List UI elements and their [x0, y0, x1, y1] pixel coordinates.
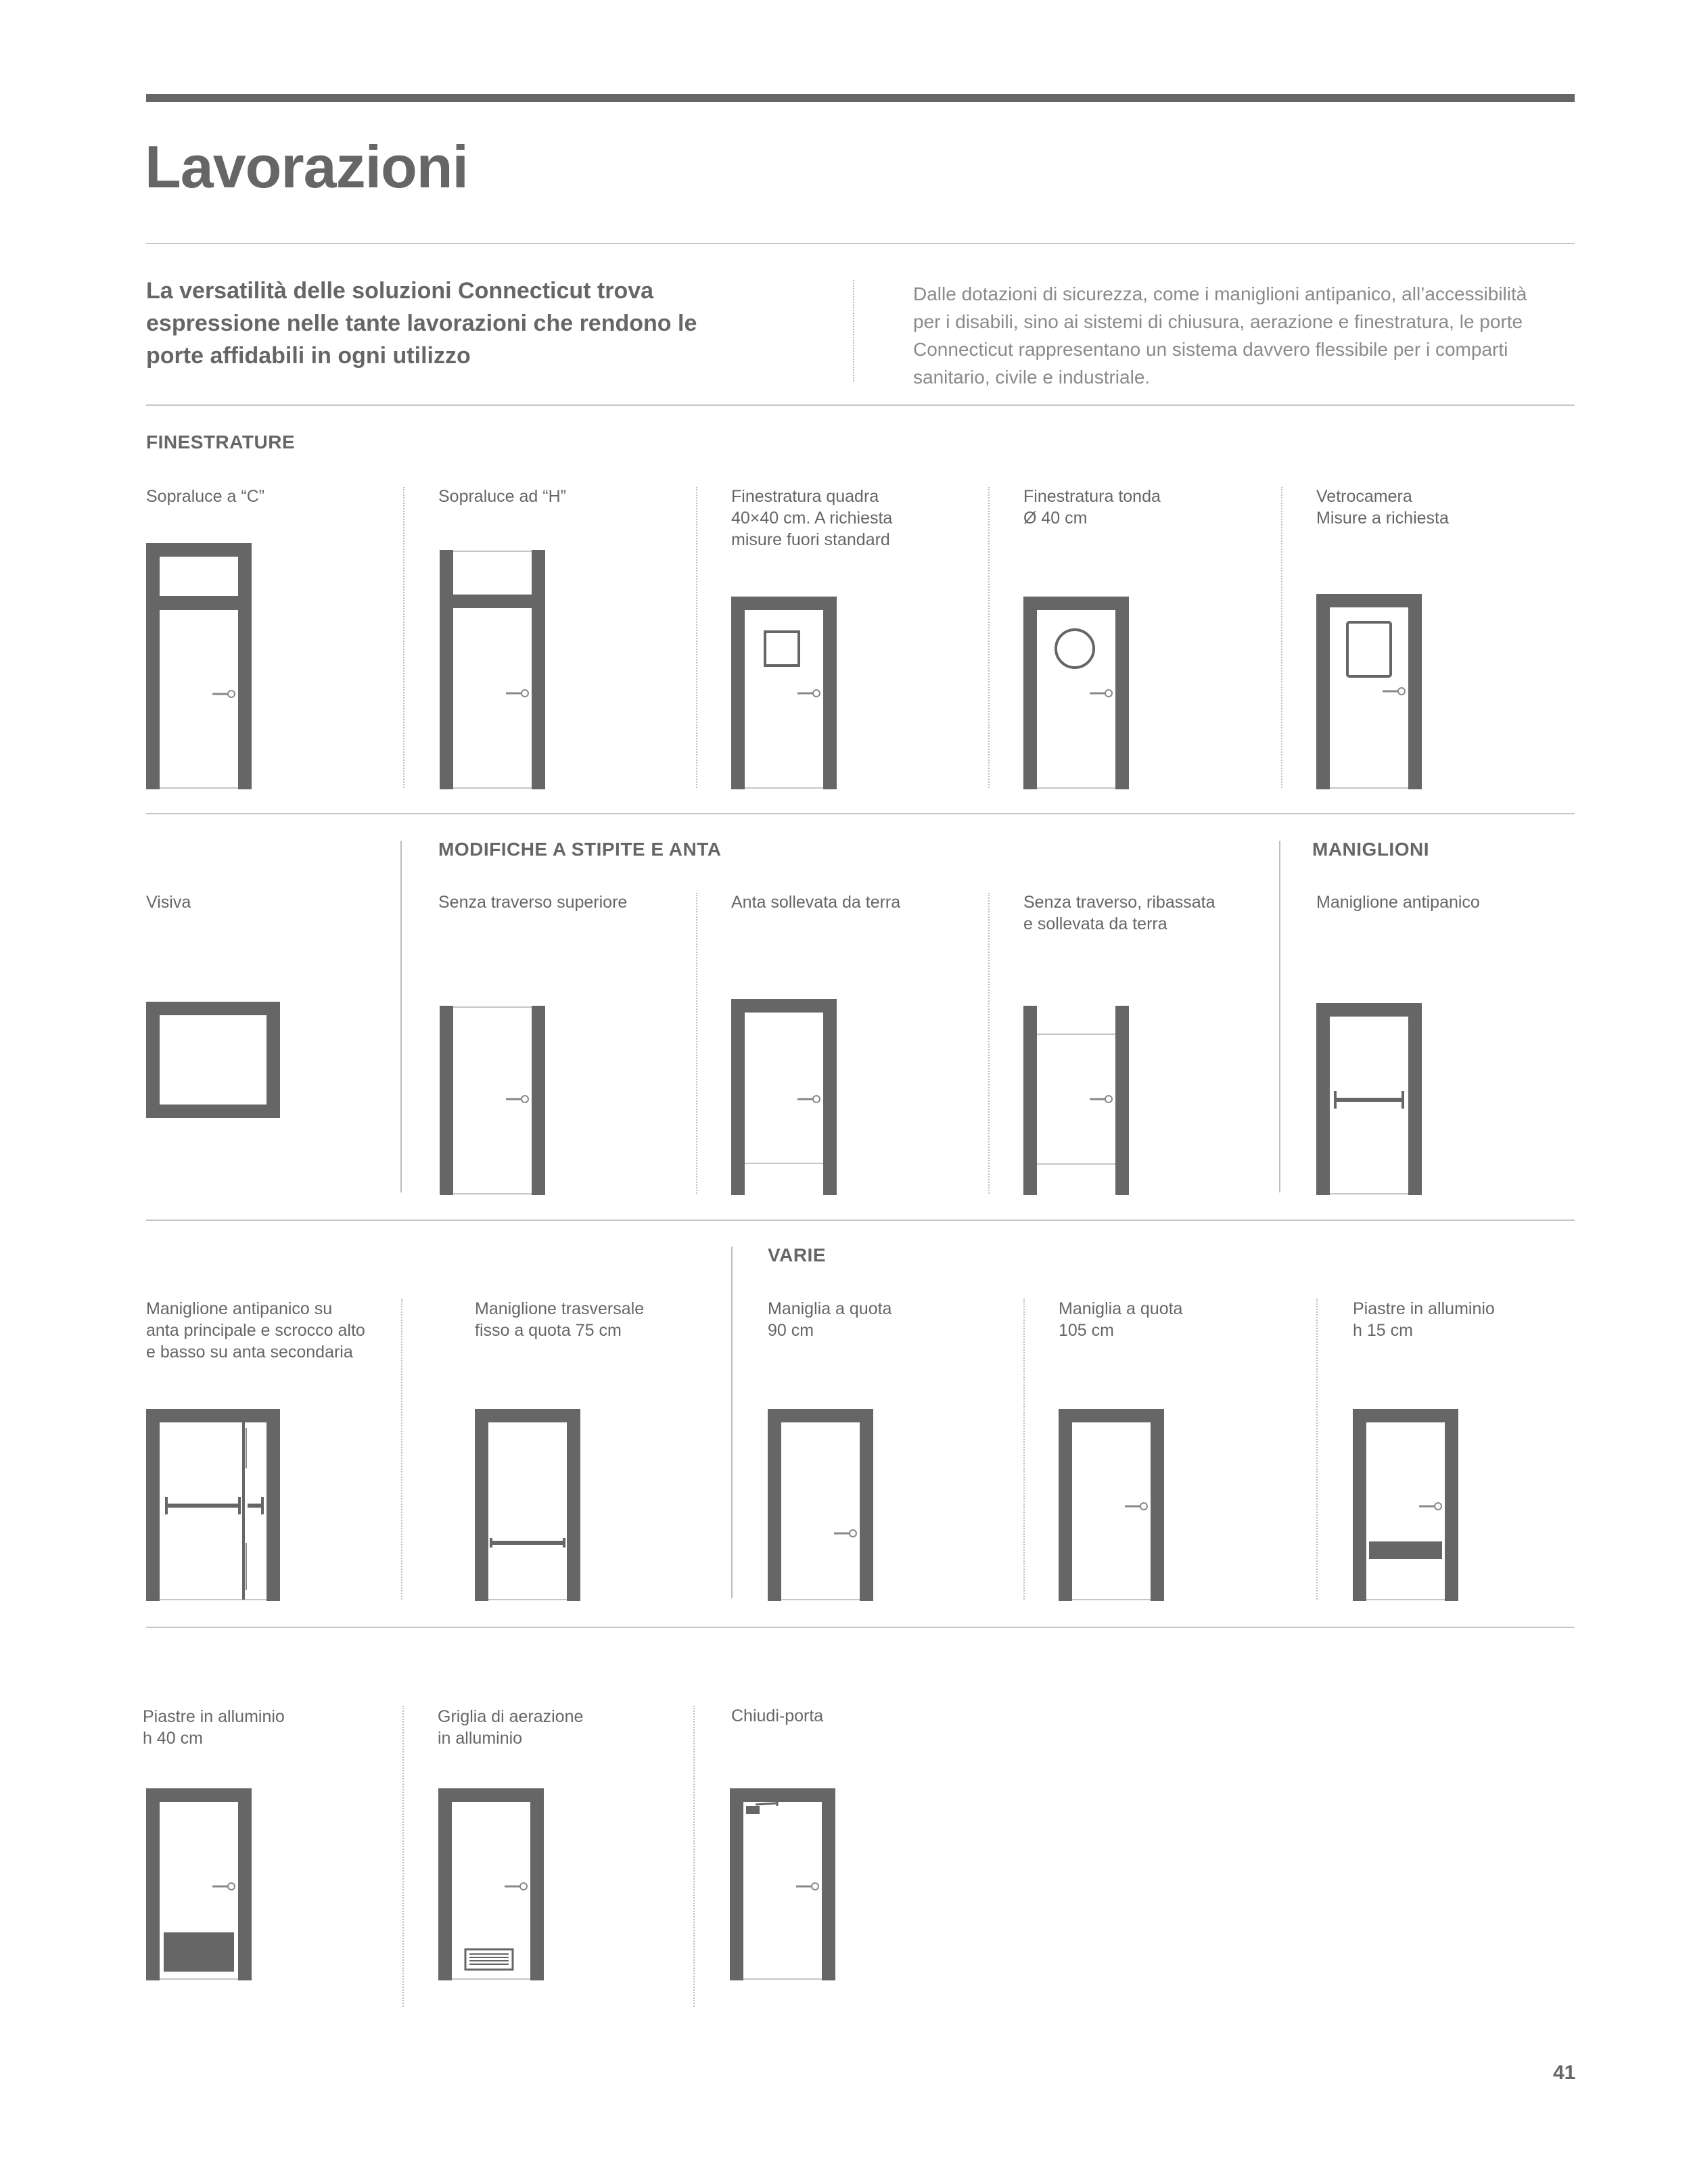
section-divider [400, 841, 402, 1192]
page-number: 41 [1553, 2062, 1576, 2084]
intro-body: Dalle dotazioni di sicurezza, come i maniglioni antipanico, all’accessibilità per i disabili, sino ai sistemi di chiusura, aerazione e finestratura, le porte Connecticut rappresentano un sistema davvero flessibile per i comparti sanitario, civile e industriale. [913, 283, 1527, 388]
page-title: Lavorazioni [145, 133, 468, 200]
section-finestrature: FINESTRATURE [146, 432, 296, 452]
door-maniglione-trasversale-icon [473, 1408, 582, 1602]
label-senza-traverso: Senza traverso superiore [438, 893, 628, 912]
divider [146, 813, 1575, 814]
column-divider [988, 487, 990, 788]
column-divider [696, 893, 697, 1194]
label-sopraluce-h: Sopraluce ad “H” [438, 487, 566, 506]
door-maniglia-105-icon [1057, 1408, 1165, 1602]
column-divider [1023, 1299, 1025, 1600]
column-divider [1316, 1299, 1318, 1600]
door-senza-traverso-icon [438, 1004, 547, 1196]
door-finestra-quadra-icon [730, 595, 838, 791]
label-finestra-quadra: Finestratura quadra 40×40 cm. A richiesta misure fuori standard [731, 487, 893, 549]
door-maniglione-antipanico-icon [1315, 1002, 1423, 1196]
door-griglia-icon [437, 1787, 545, 1982]
label-finestra-tonda: Finestratura tonda Ø 40 cm [1023, 487, 1161, 528]
label-senza-traverso-ribassata: Senza traverso, ribassata e sollevata da terra [1023, 893, 1215, 933]
section-maniglioni: MANIGLIONI [1312, 839, 1429, 860]
visiva-window-icon [145, 1000, 281, 1119]
door-chiudi-porta-icon [728, 1787, 837, 1982]
label-chiudi-porta: Chiudi-porta [731, 1706, 824, 1725]
door-maniglione-doppio-icon [145, 1408, 281, 1602]
label-maniglione-trasversale: Maniglione trasversale fisso a quota 75 cm [475, 1299, 645, 1340]
label-visiva: Visiva [146, 893, 191, 912]
door-anta-sollevata-icon [730, 998, 838, 1196]
column-divider [403, 487, 404, 788]
section-divider [1279, 841, 1280, 1192]
divider [146, 243, 1575, 244]
label-maniglia-90: Maniglia a quota 90 cm [768, 1299, 892, 1340]
door-piastre-15-icon [1351, 1408, 1460, 1602]
door-senza-traverso-ribassata-icon [1022, 1004, 1130, 1196]
section-divider [731, 1247, 733, 1598]
label-sopraluce-c: Sopraluce a “C” [146, 487, 265, 506]
column-divider [1281, 487, 1282, 788]
door-vetrocamera-icon [1315, 593, 1423, 791]
column-divider [988, 893, 990, 1194]
column-divider [693, 1706, 695, 2007]
column-divider [402, 1706, 404, 2007]
door-finestra-tonda-icon [1022, 595, 1130, 791]
label-piastre-40: Piastre in alluminio h 40 cm [143, 1707, 285, 1748]
divider [146, 1219, 1575, 1221]
divider [146, 404, 1575, 406]
door-sopraluce-c-icon [145, 542, 253, 791]
label-maniglia-105: Maniglia a quota 105 cm [1059, 1299, 1183, 1340]
door-maniglia-90-icon [766, 1408, 875, 1602]
column-divider [696, 487, 697, 788]
top-rule [146, 94, 1575, 102]
label-maniglione-doppio: Maniglione antipanico su anta principale e scrocco alto e basso su anta secondaria [146, 1299, 365, 1362]
section-modifiche: MODIFICHE A STIPITE E ANTA [438, 839, 722, 860]
divider [146, 1627, 1575, 1628]
door-sopraluce-h-icon [438, 549, 547, 791]
intro-headline: La versatilità delle soluzioni Connecticut trova espressione nelle tante lavorazioni che rendono le porte affidabili in ogni utilizzo [146, 278, 697, 369]
label-maniglione-antipanico: Maniglione antipanico [1316, 893, 1480, 912]
column-divider [853, 280, 854, 381]
label-vetrocamera: Vetrocamera Misure a richiesta [1316, 487, 1449, 528]
label-piastre-15: Piastre in alluminio h 15 cm [1353, 1299, 1495, 1340]
label-anta-sollevata: Anta sollevata da terra [731, 893, 901, 912]
label-griglia: Griglia di aerazione in alluminio [438, 1707, 584, 1748]
column-divider [401, 1299, 402, 1600]
door-piastre-40-icon [145, 1787, 253, 1982]
section-varie: VARIE [768, 1245, 826, 1265]
